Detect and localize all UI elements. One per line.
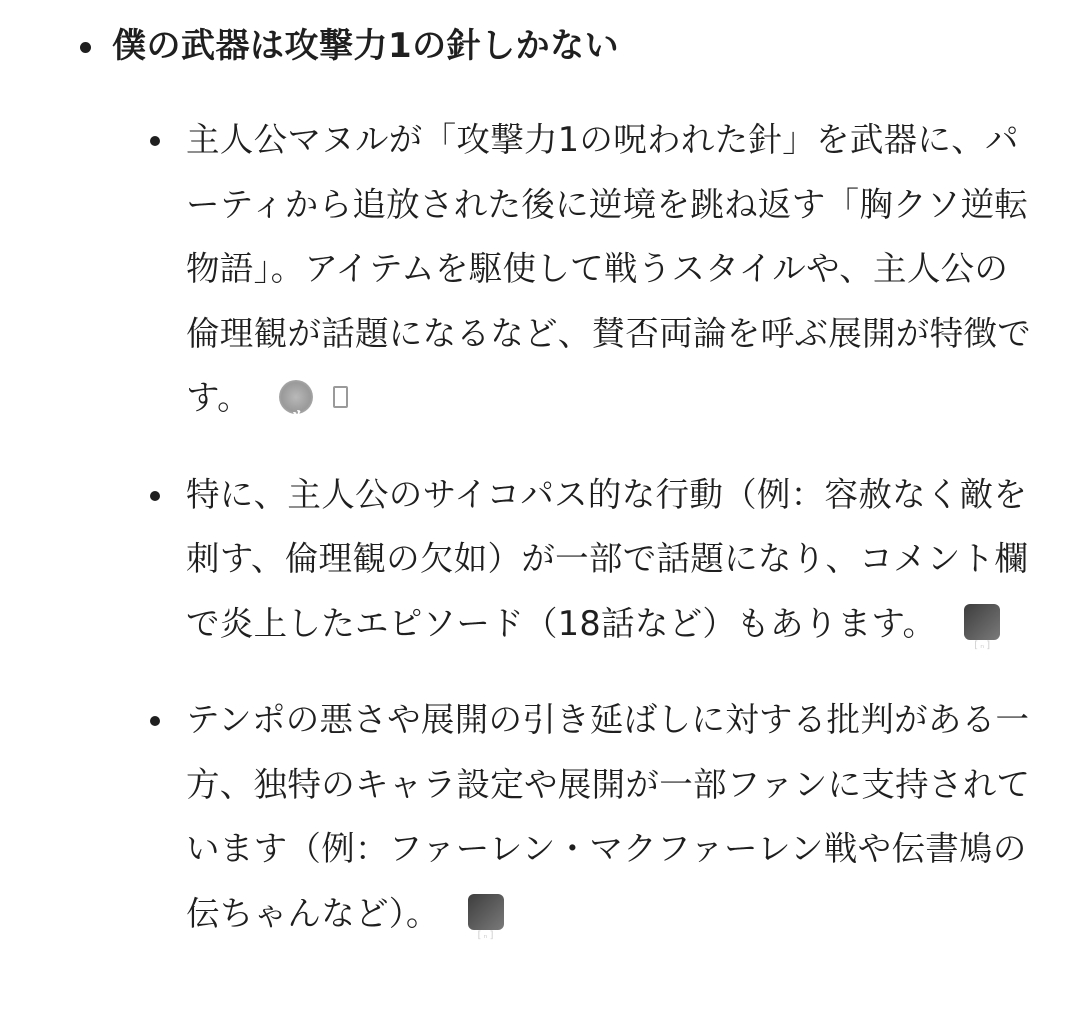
section-list-item [80,18,1040,74]
bullet-icon [150,136,160,146]
section-title: 僕の武器は攻撃力1の針しかない [112,26,620,66]
square-icon[interactable] [333,386,348,408]
list-item [150,463,1040,657]
bullet-icon [150,491,160,501]
list-item-content [186,108,1031,431]
list-item-content [186,688,1031,946]
source-badge-icon[interactable] [279,380,313,414]
list-item-text: 主人公マヌルが「攻撃力1の呪われた針」を武器に、パーティから追放された後に逆境を跳ね返す「胸クソ逆転物語」。アイテムを駆使して戦うスタイルや、主人公の倫理観が話題になるなど、賛否両論を呼ぶ展開が特徴です。 [186,120,1031,417]
list-item-content [186,463,1031,657]
list-item-text: テンポの悪さや展開の引き延ばしに対する批判がある一方、独特のキャラ設定や展開が一部ファンに支持されています（例：ファーレン・マクファーレン戦や伝書鳩の伝ちゃんなど）。 [186,700,1031,933]
citation-icon[interactable] [468,894,504,930]
bullet-icon [150,716,160,726]
list-item-text: 特に、主人公のサイコパス的な行動（例：容赦なく敵を刺す、倫理観の欠如）が一部で話題になり、コメント欄で炎上したエピソード（18話など）もあります。 [186,474,1029,643]
list-item [150,688,1040,946]
list-item [150,108,1040,431]
citation-icon[interactable] [964,604,1000,640]
detail-list [150,108,1040,978]
bullet-icon [80,42,91,53]
